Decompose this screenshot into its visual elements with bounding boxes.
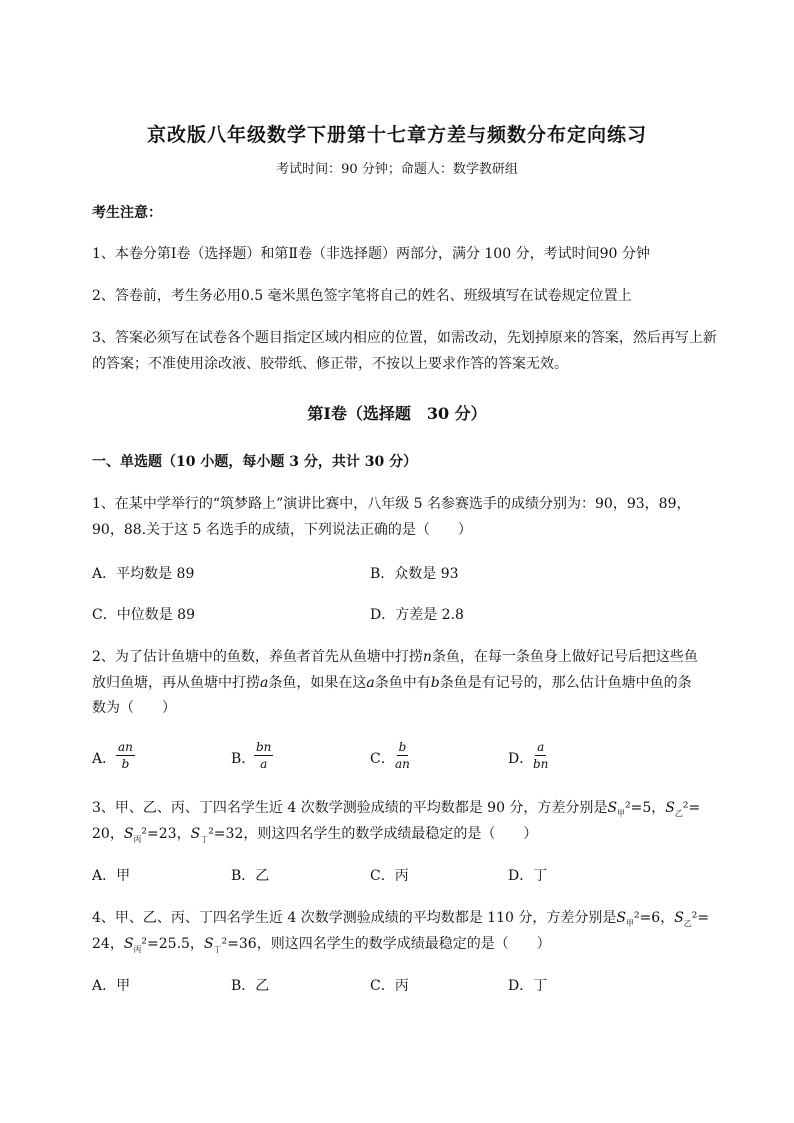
q2-line-3: 数为（ ） [92,700,176,716]
q2-option-d-fraction[interactable]: $\frac{a}{bn}$ [533,740,549,771]
q4-option-d[interactable]: D．丁 [508,978,548,994]
q4-option-a[interactable]: A．甲 [92,978,131,994]
q2-option-c-letter[interactable]: C． [370,751,395,767]
part-title: 一、单选题（10 小题，每小题 3 分，共计 30 分） [92,454,418,470]
q1-option-d[interactable]: D．方差是 2.8 [370,607,464,623]
notice-item-3: 3、答案必须写在试卷各个题目指定区域内相应的位置，如需改动，先划掉原来的答案，然后再写上新 [92,330,717,346]
q2-option-c-fraction[interactable]: $\frac{b}{an}$ [395,740,410,771]
q3-option-d[interactable]: D．丁 [508,868,548,884]
notice-item-3-cont: 的答案；不准使用涂改液、胶带纸、修正带，不按以上要求作答的答案无效。 [92,356,568,372]
notice-item-1: 1、本卷分第Ⅰ卷（选择题）和第Ⅱ卷（非选择题）两部分，满分 100 分，考试时间90 分钟 [92,246,650,262]
q2-option-a-letter[interactable]: A． [92,751,117,767]
q4-option-c[interactable]: C．丙 [370,978,409,994]
q1-option-c[interactable]: C．中位数是 89 [92,607,195,623]
page-title: 京改版八年级数学下册第十七章方差与频数分布定向练习 [146,124,647,146]
q2-option-b-letter[interactable]: B． [231,751,256,767]
q3-option-b[interactable]: B．乙 [231,868,270,884]
q1-line-1: 1、在某中学举行的“筑梦路上”演讲比赛中，八年级 5 名参赛选手的成绩分别为：90，93，89， [92,496,691,512]
notice-item-2: 2、答卷前，考生务必用0.5 毫米黑色签字笔将自己的姓名、班级填写在试卷规定位置上 [92,288,632,304]
q1-option-b[interactable]: B．众数是 93 [370,566,459,582]
q1-option-a[interactable]: A．平均数是 89 [92,566,195,582]
exam-info: 考试时间：90 分钟；命题人：数学教研组 [276,162,518,177]
section-title: 第Ⅰ卷（选择题 30 分） [307,404,487,423]
q1-line-2: 90，88.关于这 5 名选手的成绩，下列说法正确的是（ ） [92,522,472,538]
notice-heading: 考生注意： [92,205,162,221]
q2-option-d-letter[interactable]: D． [508,751,534,767]
q3-line-1: 3、甲、乙、丙、丁四名学生近 4 次数学测验成绩的平均数都是 90 分，方差分别是$S_甲^2=5$，$S_乙^2=$ [92,800,701,818]
q3-line-2: 20，$S_丙^2=23$，$S_丁^2=32$，则这四名学生的数学成绩最稳定的是（ ） [92,826,538,844]
q2-line-2: 放归鱼塘，再从鱼塘中打捞a条鱼，如果在这a条鱼中有b条鱼是有记号的，那么估计鱼塘中鱼的条 [92,675,692,691]
q4-option-b[interactable]: B．乙 [231,978,270,994]
q2-option-b-fraction[interactable]: $\frac{bn}{a}$ [256,740,272,771]
q3-option-c[interactable]: C．丙 [370,868,409,884]
q4-line-2: 24，$S_丙^2=25.5$，$S_丁^2=36$，则这四名学生的数学成绩最稳定的是（ ） [92,936,551,954]
q2-option-a-fraction[interactable]: $\frac{an}{b}$ [118,740,133,771]
q2-line-1: 2、为了估计鱼塘中的鱼数，养鱼者首先从鱼塘中打捞n条鱼，在每一条鱼身上做好记号后把这些鱼 [92,649,698,665]
q3-option-a[interactable]: A．甲 [92,868,131,884]
q4-line-1: 4、甲、乙、丙、丁四名学生近 4 次数学测验成绩的平均数都是 110 分，方差分别是$S_甲^2=6$，$S_乙^2=$ [92,910,710,928]
